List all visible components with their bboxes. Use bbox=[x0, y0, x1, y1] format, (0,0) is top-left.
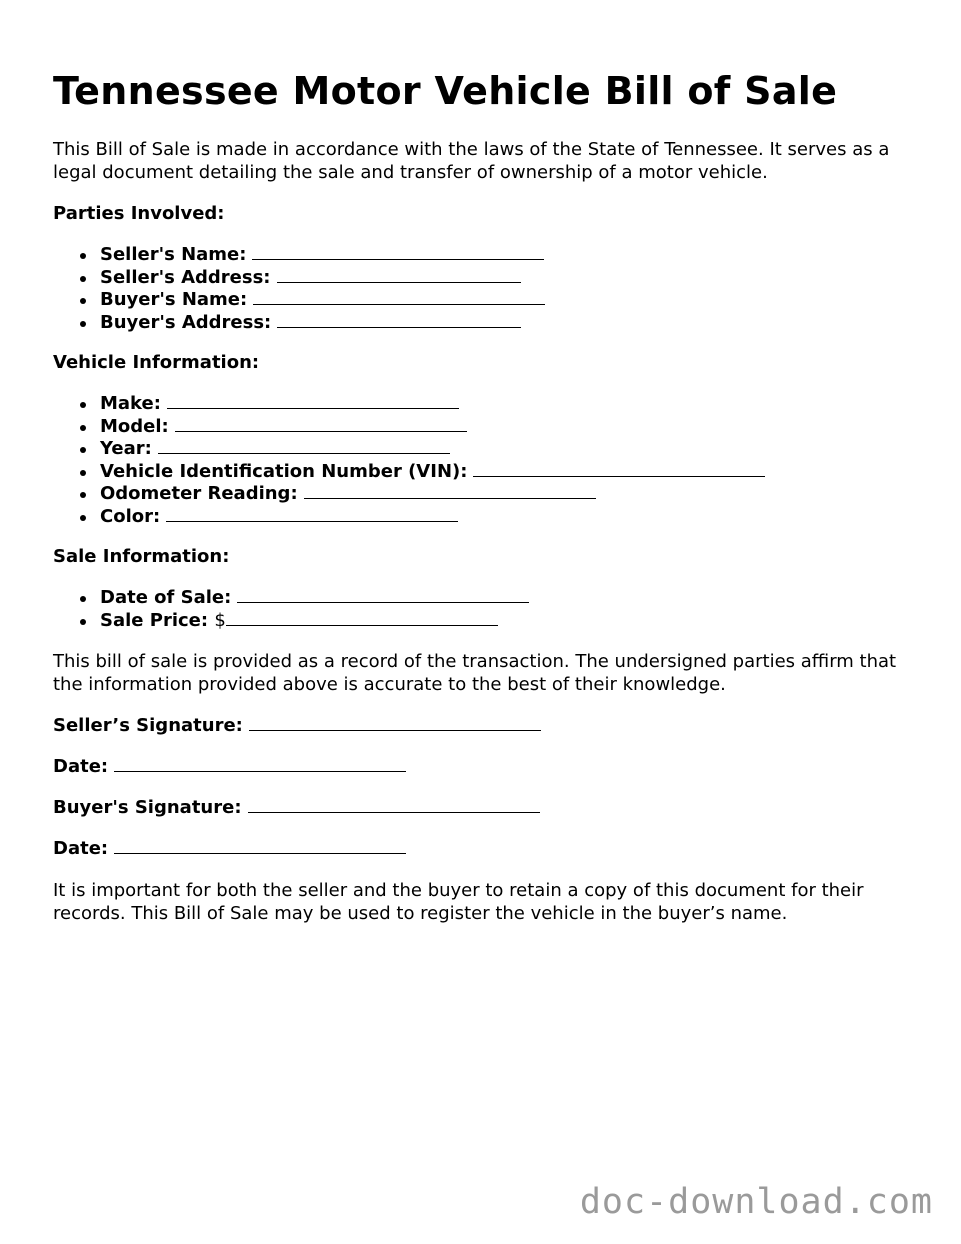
year-field[interactable] bbox=[158, 452, 450, 454]
buyer-signature-field[interactable] bbox=[248, 811, 540, 813]
list-item-sellers-name: Seller's Name: bbox=[100, 244, 545, 267]
sale-price-field[interactable] bbox=[226, 624, 498, 626]
list-item-vin: Vehicle Identification Number (VIN): bbox=[100, 461, 765, 484]
sellers-name-field[interactable] bbox=[252, 258, 544, 260]
list-item-year: Year: bbox=[100, 438, 765, 461]
vehicle-heading: Vehicle Information: bbox=[53, 352, 260, 373]
date-of-sale-field[interactable] bbox=[237, 601, 529, 603]
watermark: doc-download.com bbox=[579, 1182, 933, 1222]
list-item-sellers-address: Seller's Address: bbox=[100, 267, 545, 290]
buyer-signature-row: Buyer's Signature: bbox=[53, 797, 540, 820]
make-field[interactable] bbox=[167, 407, 459, 409]
list-item-buyers-address: Buyer's Address: bbox=[100, 312, 545, 335]
buyer-date-row: Date: bbox=[53, 838, 406, 861]
list-item-make: Make: bbox=[100, 393, 765, 416]
parties-heading: Parties Involved: bbox=[53, 203, 225, 224]
affirmation-paragraph: This bill of sale is provided as a record of the transaction. The undersigned parties affirm that the information provided above is accurate to the best of their knowledge. bbox=[53, 651, 897, 695]
sellers-address-field[interactable] bbox=[277, 281, 521, 283]
color-field[interactable] bbox=[166, 520, 458, 522]
list-item-buyers-name: Buyer's Name: bbox=[100, 289, 545, 312]
closing-paragraph: It is important for both the seller and the buyer to retain a copy of this document for their records. This Bill of Sale may be used to register the vehicle in the buyer’s name. bbox=[53, 880, 864, 924]
list-item-color: Color: bbox=[100, 506, 765, 529]
seller-date-row: Date: bbox=[53, 756, 406, 779]
seller-date-field[interactable] bbox=[114, 770, 406, 772]
sale-heading: Sale Information: bbox=[53, 546, 230, 567]
intro-paragraph: This Bill of Sale is made in accordance with the laws of the State of Tennessee. It serves as a legal document detailing the sale and transfer of ownership of a motor vehicle. bbox=[53, 139, 890, 183]
sale-list bbox=[53, 587, 529, 632]
buyers-name-field[interactable] bbox=[253, 303, 545, 305]
vehicle-list bbox=[53, 393, 765, 528]
currency-symbol: $ bbox=[214, 609, 226, 631]
odometer-field[interactable] bbox=[304, 497, 596, 499]
list-item-odometer: Odometer Reading: bbox=[100, 483, 765, 506]
buyer-date-field[interactable] bbox=[114, 852, 406, 854]
vin-field[interactable] bbox=[473, 475, 765, 477]
parties-list bbox=[53, 244, 545, 334]
seller-signature-field[interactable] bbox=[249, 729, 541, 731]
model-field[interactable] bbox=[175, 430, 467, 432]
list-item-sale-price: Sale Price: $ bbox=[100, 610, 529, 633]
document-title: Tennessee Motor Vehicle Bill of Sale bbox=[53, 69, 838, 113]
buyers-address-field[interactable] bbox=[277, 326, 521, 328]
seller-signature-row: Seller’s Signature: bbox=[53, 715, 541, 738]
list-item-model: Model: bbox=[100, 416, 765, 439]
list-item-date-of-sale: Date of Sale: bbox=[100, 587, 529, 610]
